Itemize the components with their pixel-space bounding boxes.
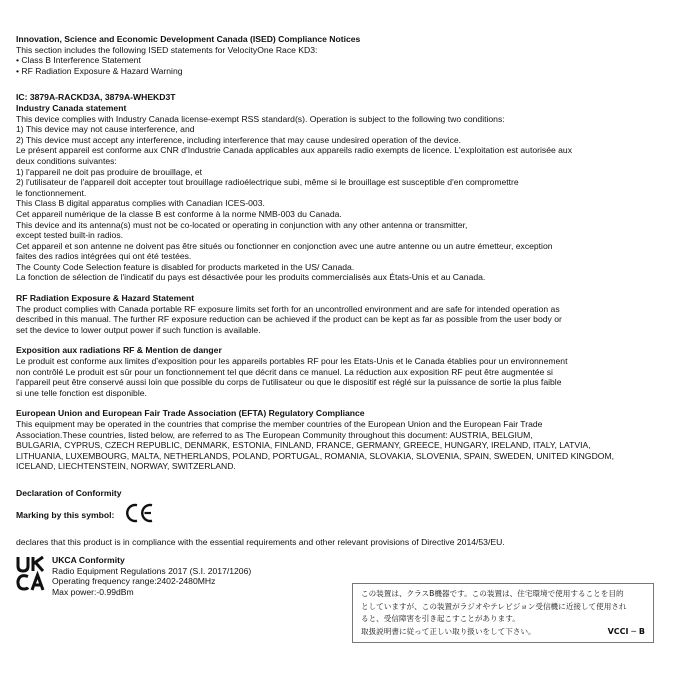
eu-line: LITHUANIA, LUXEMBOURG, MALTA, NETHERLANDS, POLAND, PORTUGAL, ROMANIA, SLOVAKIA, SLOVENIA, SPAIN, SWEDEN, UNITED KINGDOM, bbox=[16, 450, 615, 461]
ic-line: le fonctionnement. bbox=[16, 187, 87, 198]
ic-line: Cet appareil et son antenne ne doivent pas être situés ou fonctionner en conjonction avec une autre antenne ou un autre émetteur, exception bbox=[16, 240, 553, 251]
eu-line: ICELAND, LIECHTENSTEIN, NORWAY, SWITZERLAND. bbox=[16, 461, 236, 472]
rf-line: The product complies with Canada portable RF exposure limits set forth for an uncontrolled environment and are safe for intended operation as bbox=[16, 303, 560, 314]
ised-intro: This section includes the following ISED statements for VelocityOne Race KD3: bbox=[16, 44, 318, 55]
vcci-class-mark: VCCI ─ B bbox=[607, 627, 645, 636]
ukca-mark-icon bbox=[16, 555, 46, 598]
ised-item: • Class B Interference Statement bbox=[16, 55, 141, 66]
vcci-line: ると、受信障害を引き起こすことがあります。 bbox=[361, 614, 520, 623]
rf-fr-line: si une telle fonction est disponible. bbox=[16, 387, 147, 398]
rf-title: RF Radiation Exposure & Hazard Statement bbox=[16, 293, 195, 304]
ised-title: Innovation, Science and Economic Development Canada (ISED) Compliance Notices bbox=[16, 34, 361, 44]
ic-line: 2) l'utilisateur de l'appareil doit accepter tout brouillage radioélectrique subi, même si le brouillage est susceptible d'en compromettre bbox=[16, 177, 519, 188]
ic-line: The County Code Selection feature is disabled for products marketed in the US/ Canada. bbox=[16, 261, 355, 272]
ic-line: 1) l'appareil ne doit pas produire de brouillage, et bbox=[16, 166, 203, 177]
rf-fr-title: Exposition aux radiations RF & Mention de danger bbox=[16, 345, 222, 356]
ic-line: This Class B digital apparatus complies with Canadian ICES-003. bbox=[16, 198, 265, 209]
ukca-line: Max power:-0.99dBm bbox=[52, 586, 134, 597]
ic-line: This device complies with Industry Canada license-exempt RSS standard(s). Operation is subject to the following two conditions: bbox=[16, 113, 505, 124]
ic-line: This device and its antenna(s) must not be co-located or operating in conjunction with any other antenna or transmitter, bbox=[16, 219, 468, 230]
vcci-line: この装置は、クラスB機器です。この装置は、住宅環境で使用することを目的 bbox=[361, 589, 624, 598]
eu-line: Association.These countries, listed below, are referred to as The European Community throughout this document: AUSTRIA, BELGIUM, bbox=[16, 429, 533, 440]
ic-line: 2) This device must accept any interference, including interference that may cause undesired operation of the device. bbox=[16, 134, 462, 145]
ukca-line: Radio Equipment Regulations 2017 (S.I. 2017/1206) bbox=[52, 565, 252, 576]
rf-line: described in this manual. The further RF exposure reduction can be achieved if the product can be kept as far as possible from the user body or bbox=[16, 314, 562, 325]
eu-line: This equipment may be operated in the countries that comprise the member countries of the European Union and the European Fair Trade bbox=[16, 419, 543, 429]
ic-line: Cet appareil numérique de la classe B est conforme à la norme NMB-003 du Canada. bbox=[16, 208, 342, 219]
eu-title: European Union and European Fair Trade Association (EFTA) Regulatory Compliance bbox=[16, 408, 365, 419]
vcci-line: としていますが、この装置がラジオやテレビジョン受信機に近接して使用され bbox=[361, 601, 627, 611]
ic-id-line: IC: 3879A-RACKD3A, 3879A-WHEKD3T bbox=[16, 92, 176, 103]
ic-line: Le présent appareil est conforme aux CNR d'Industrie Canada applicables aux appareils radio exempts de licence. L'exploitation est autorisée aux bbox=[16, 145, 572, 156]
rf-line: set the device to lower output power if such function is available. bbox=[16, 324, 261, 335]
ukca-title: UKCA Conformity bbox=[52, 555, 125, 566]
rf-fr-line: non contrôlé Le produit est sûr pour un fonctionnement tel que décrit dans ce manuel. La réduction aux exposition RF peut être augmentée si bbox=[16, 366, 553, 377]
ised-item: • RF Radiation Exposure & Hazard Warning bbox=[16, 65, 183, 76]
ce-mark-icon bbox=[124, 502, 154, 529]
doc-title: Declaration of Conformity bbox=[16, 487, 122, 498]
compliance-document bbox=[16, 34, 661, 598]
declares-text: declares that this product is in compliance with the essential requirements and other relevant provisions of Directive 2014/53/EU. bbox=[16, 536, 505, 547]
ukca-line: Operating frequency range:2402-2480MHz bbox=[52, 576, 216, 587]
rf-fr-line: l'appareil peut être conservé aussi loin que possible du corps de l'utilisateur ou que le dispositif est réglé sur la puissance de sortie la plus faible bbox=[16, 377, 562, 388]
vcci-notice-box bbox=[352, 583, 654, 643]
ic-line: La fonction de sélection de l'indicatif du pays est désactivée pour les produits commercialisés aux États-Unis et au Canada. bbox=[16, 272, 486, 283]
marking-label: Marking by this symbol: bbox=[16, 510, 115, 521]
ic-line: deux conditions suivantes: bbox=[16, 155, 117, 166]
eu-line: BULGARIA, CYPRUS, CZECH REPUBLIC, DENMARK, ESTONIA, FINLAND, FRANCE, GERMANY, GREECE, HUNGARY, IRELAND, ITALY, LATVIA, bbox=[16, 440, 591, 451]
ce-marking-row bbox=[16, 505, 661, 527]
rf-fr-line: Le produit est conforme aux limites d'exposition pour les appareils portables RF pour les Etats-Unis et le Canada établies pour un environnement bbox=[16, 356, 568, 367]
ukca-text bbox=[52, 555, 251, 597]
ic-title: Industry Canada statement bbox=[16, 102, 127, 113]
ic-line: 1) This device may not cause interference, and bbox=[16, 124, 195, 135]
vcci-line: 取扱説明書に従って正しい取り扱いをして下さい。 bbox=[361, 626, 536, 636]
ic-line: faites des radios intégrées qui ont été testées. bbox=[16, 251, 192, 262]
ic-line: except tested built-in radios. bbox=[16, 230, 124, 241]
